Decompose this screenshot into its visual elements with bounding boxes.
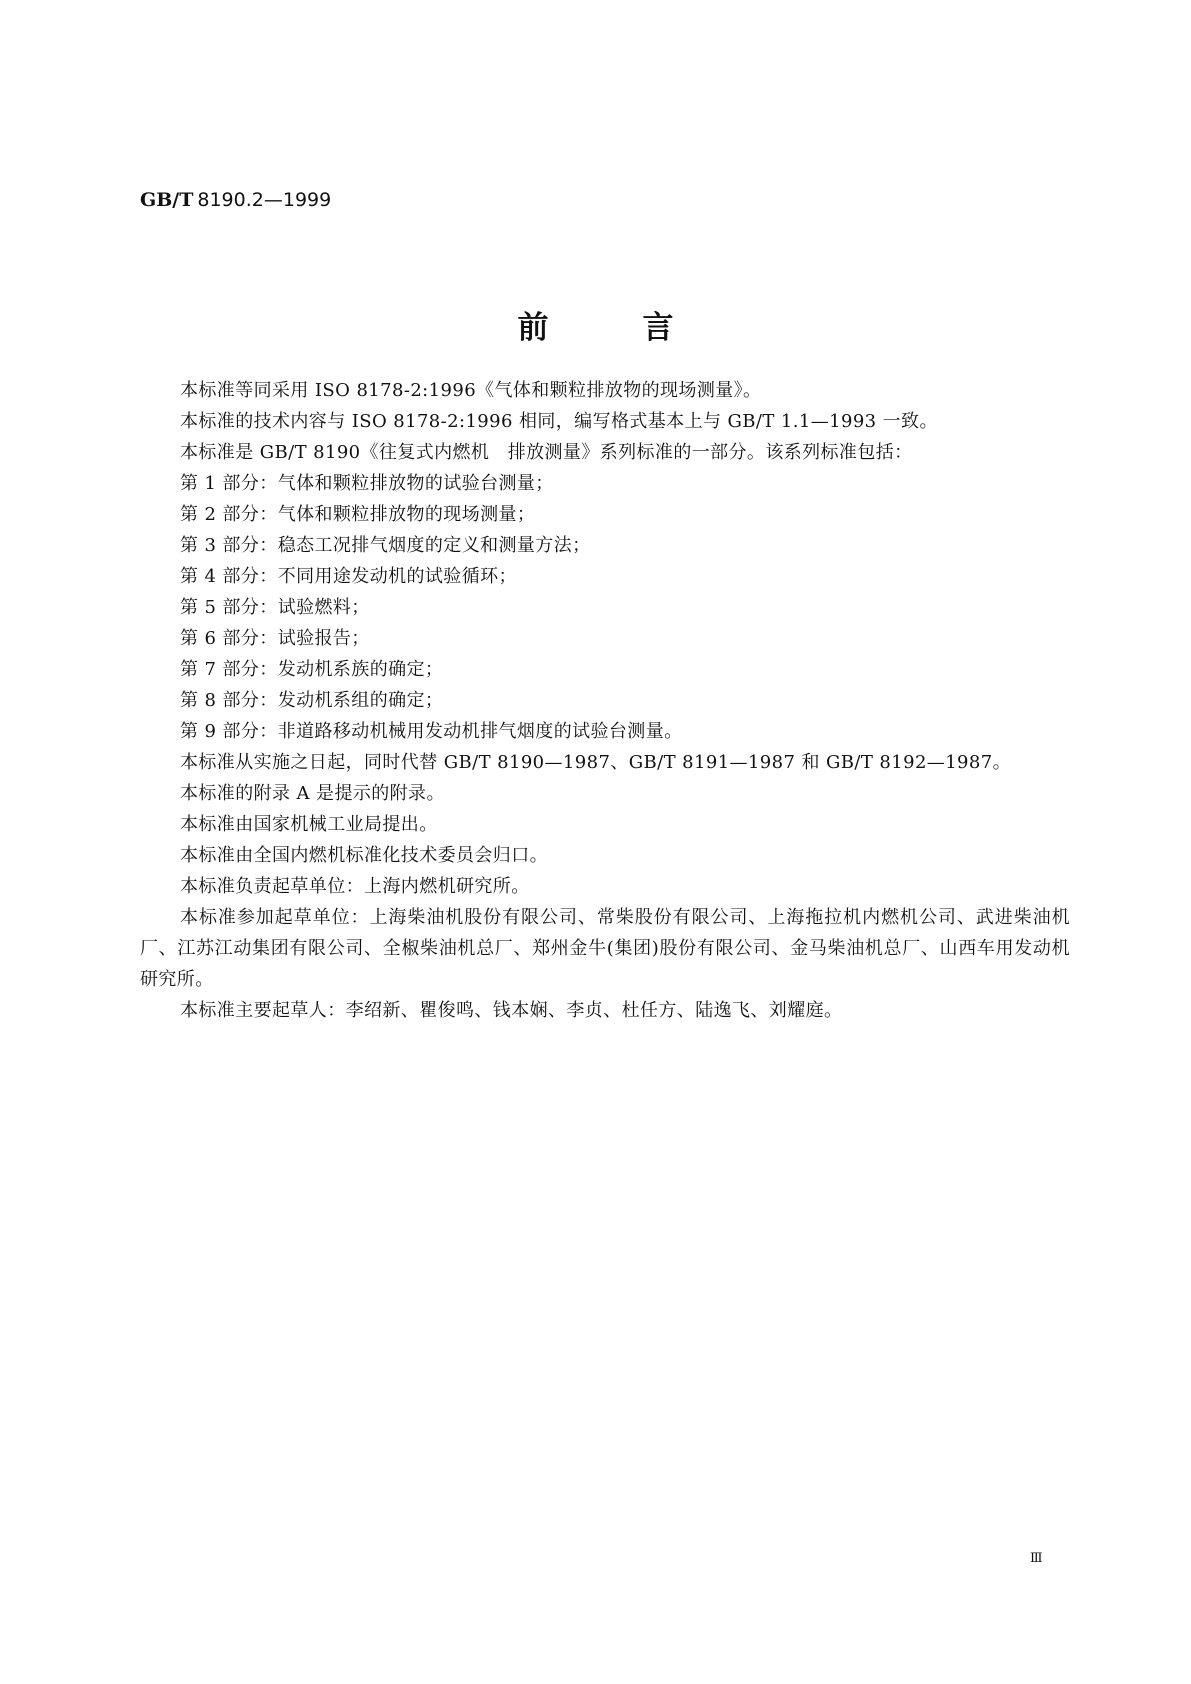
- page-number: Ⅲ: [1030, 1551, 1042, 1566]
- paragraph: 本标准主要起草人：李绍新、瞿俊鸣、钱本娴、李贞、杜任方、陆逸飞、刘耀庭。: [180, 1000, 843, 1021]
- standard-code-prefix: GB/T: [140, 189, 194, 211]
- paragraph: 本标准由国家机械工业局提出。: [180, 814, 438, 835]
- paragraph: 本标准参加起草单位：上海柴油机股份有限公司、常柴股份有限公司、上海拖拉机内燃机公司、武进柴油机厂、江苏江动集团有限公司、全椒柴油机总厂、郑州金牛(集团)股份有限公司、金马柴油机总厂、山西车用发动机研究所。: [140, 907, 1070, 990]
- page-title: 前言: [517, 310, 768, 346]
- paragraph: 第 5 部分：试验燃料；: [180, 597, 370, 618]
- paragraph: 第 8 部分：发动机系组的确定；: [180, 690, 444, 711]
- paragraph: 本标准等同采用 ISO 8178-2:1996《气体和颗粒排放物的现场测量》。: [180, 380, 762, 401]
- paragraph: 第 3 部分：稳态工况排气烟度的定义和测量方法；: [180, 535, 591, 556]
- paragraph: 本标准是 GB/T 8190《往复式内燃机 排放测量》系列标准的一部分。该系列标准包括：: [180, 442, 913, 463]
- paragraph: 第 9 部分：非道路移动机械用发动机排气烟度的试验台测量。: [180, 721, 683, 742]
- paragraph: 本标准的附录 A 是提示的附录。: [180, 783, 445, 804]
- paragraph: 本标准负责起草单位：上海内燃机研究所。: [180, 876, 530, 897]
- paragraph: 第 4 部分：不同用途发动机的试验循环；: [180, 566, 517, 587]
- foreword-body: [140, 375, 1070, 1026]
- paragraph: 本标准从实施之日起，同时代替 GB/T 8190—1987、GB/T 8191—1987 和 GB/T 8192—1987。: [180, 752, 1012, 773]
- paragraph: 第 7 部分：发动机系族的确定；: [180, 659, 444, 680]
- paragraph: 第 2 部分：气体和颗粒排放物的现场测量；: [180, 504, 536, 525]
- paragraph: 第 1 部分：气体和颗粒排放物的试验台测量；: [180, 473, 554, 494]
- standard-code-number: 8190.2—1999: [197, 189, 332, 211]
- standard-code: [140, 188, 331, 212]
- paragraph: 本标准的技术内容与 ISO 8178-2:1996 相同，编写格式基本上与 GB/T 1.1—1993 一致。: [180, 411, 938, 432]
- paragraph: 本标准由全国内燃机标准化技术委员会归口。: [180, 845, 548, 866]
- paragraph: 第 6 部分：试验报告；: [180, 628, 370, 649]
